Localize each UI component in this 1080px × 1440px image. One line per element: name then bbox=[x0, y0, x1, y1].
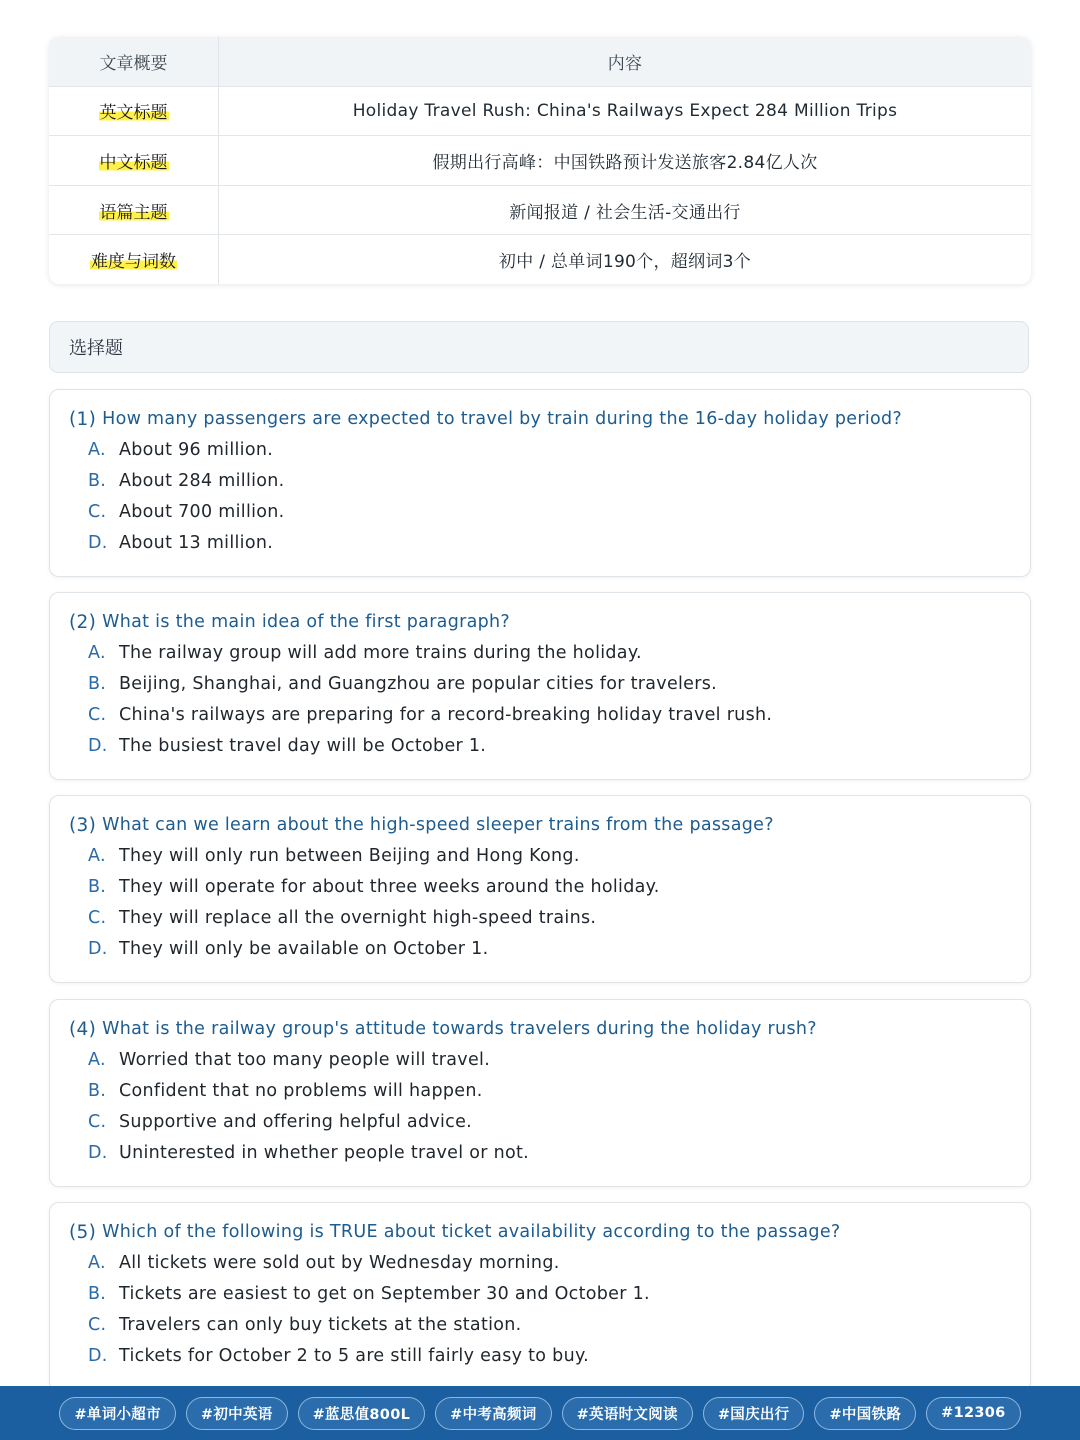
option-letter: C. bbox=[88, 1111, 107, 1132]
tag-national-day-travel[interactable]: #国庆出行 bbox=[703, 1397, 805, 1430]
question-text: What is the railway group's attitude towards travelers during the holiday rush? bbox=[102, 1019, 817, 1039]
option-text: The busiest travel day will be October 1. bbox=[119, 735, 487, 756]
question-number: (3) bbox=[69, 814, 97, 836]
question-number: (5) bbox=[69, 1221, 97, 1243]
tag-word-market[interactable]: #单词小超市 bbox=[59, 1397, 175, 1430]
summary-row-topic bbox=[49, 186, 1031, 236]
option-letter: B. bbox=[88, 876, 107, 897]
tag-current-reading[interactable]: #英语时文阅读 bbox=[562, 1397, 693, 1430]
option-letter: D. bbox=[88, 938, 108, 959]
option-letter: B. bbox=[88, 1283, 107, 1304]
option-letter: C. bbox=[88, 1314, 107, 1335]
option-letter: A. bbox=[88, 1252, 106, 1273]
option-letter: B. bbox=[88, 673, 107, 694]
question-card-2 bbox=[49, 592, 1031, 780]
option-letter: C. bbox=[88, 704, 107, 725]
question-text: How many passengers are expected to travel by train during the 16-day holiday period? bbox=[102, 409, 903, 429]
option-text: About 700 million. bbox=[119, 501, 285, 522]
question-number: (1) bbox=[69, 408, 97, 430]
option-text: About 96 million. bbox=[119, 439, 274, 460]
option-text: Confident that no problems will happen. bbox=[119, 1080, 483, 1101]
tag-lexile[interactable]: #蓝思值800L bbox=[298, 1397, 426, 1430]
option-c[interactable] bbox=[69, 699, 1011, 730]
option-text: They will operate for about three weeks around the holiday. bbox=[119, 876, 660, 897]
option-letter: C. bbox=[88, 501, 107, 522]
option-b[interactable] bbox=[69, 668, 1011, 699]
tag-exam-words[interactable]: #中考高频词 bbox=[435, 1397, 551, 1430]
summary-label: 难度与词数 bbox=[90, 247, 177, 272]
option-text: They will only run between Beijing and Hong Kong. bbox=[119, 845, 580, 866]
tag-china-railway[interactable]: #中国铁路 bbox=[814, 1397, 916, 1430]
option-text: China's railways are preparing for a record-breaking holiday travel rush. bbox=[119, 704, 773, 725]
option-text: Supportive and offering helpful advice. bbox=[119, 1111, 473, 1132]
option-letter: A. bbox=[88, 1049, 106, 1070]
option-letter: D. bbox=[88, 1142, 108, 1163]
summary-value: 假期出行高峰：中国铁路预计发送旅客2.84亿人次 bbox=[432, 152, 818, 173]
question-number: (4) bbox=[69, 1018, 97, 1040]
summary-header-row bbox=[49, 37, 1031, 87]
option-letter: D. bbox=[88, 735, 108, 756]
option-text: About 284 million. bbox=[119, 470, 285, 491]
question-text: What can we learn about the high-speed sleeper trains from the passage? bbox=[102, 815, 774, 835]
option-c[interactable] bbox=[69, 1106, 1011, 1137]
option-letter: B. bbox=[88, 1080, 107, 1101]
option-b[interactable] bbox=[69, 871, 1011, 902]
summary-label: 英文标题 bbox=[99, 98, 169, 123]
summary-row-chinese-title bbox=[49, 136, 1031, 186]
question-card-5 bbox=[49, 1202, 1031, 1392]
option-b[interactable] bbox=[69, 465, 1011, 496]
option-c[interactable] bbox=[69, 902, 1011, 933]
question-number: (2) bbox=[69, 611, 97, 633]
option-letter: D. bbox=[88, 532, 108, 553]
option-letter: A. bbox=[88, 642, 106, 663]
option-letter: A. bbox=[88, 845, 106, 866]
option-text: About 13 million. bbox=[119, 532, 274, 553]
option-c[interactable] bbox=[69, 1309, 1011, 1340]
option-text: Beijing, Shanghai, and Guangzhou are popular cities for travelers. bbox=[119, 673, 718, 694]
option-a[interactable] bbox=[69, 637, 1011, 668]
option-text: Uninterested in whether people travel or not. bbox=[119, 1142, 530, 1163]
option-b[interactable] bbox=[69, 1278, 1011, 1309]
option-d[interactable] bbox=[69, 527, 1011, 558]
option-text: Tickets for October 2 to 5 are still fairly easy to buy. bbox=[119, 1345, 589, 1366]
summary-header-right: 内容 bbox=[607, 53, 643, 74]
option-text: They will replace all the overnight high-speed trains. bbox=[119, 907, 597, 928]
option-text: Tickets are easiest to get on September 30 and October 1. bbox=[119, 1283, 650, 1304]
option-text: Worried that too many people will travel. bbox=[119, 1049, 491, 1070]
summary-header-left: 文章概要 bbox=[49, 37, 219, 86]
option-d[interactable] bbox=[69, 1340, 1011, 1371]
question-card-4 bbox=[49, 999, 1031, 1187]
question-card-1 bbox=[49, 389, 1031, 577]
tag-bar bbox=[0, 1386, 1080, 1440]
option-text: All tickets were sold out by Wednesday morning. bbox=[119, 1252, 560, 1273]
option-a[interactable] bbox=[69, 1044, 1011, 1075]
section-title: 选择题 bbox=[49, 321, 1029, 373]
option-d[interactable] bbox=[69, 1137, 1011, 1168]
option-letter: B. bbox=[88, 470, 107, 491]
option-d[interactable] bbox=[69, 730, 1011, 761]
summary-label: 中文标题 bbox=[99, 148, 169, 173]
option-d[interactable] bbox=[69, 933, 1011, 964]
option-a[interactable] bbox=[69, 434, 1011, 465]
summary-value: Holiday Travel Rush: China's Railways Expect 284 Million Trips bbox=[352, 100, 898, 121]
option-c[interactable] bbox=[69, 496, 1011, 527]
option-letter: A. bbox=[88, 439, 106, 460]
option-text: Travelers can only buy tickets at the station. bbox=[119, 1314, 522, 1335]
option-text: They will only be available on October 1. bbox=[119, 938, 489, 959]
option-text: The railway group will add more trains during the holiday. bbox=[119, 642, 642, 663]
question-text: Which of the following is TRUE about ticket availability according to the passage? bbox=[102, 1222, 841, 1242]
summary-label: 语篇主题 bbox=[99, 198, 169, 223]
question-text: What is the main idea of the first paragraph? bbox=[102, 612, 511, 632]
summary-table bbox=[49, 37, 1031, 284]
option-b[interactable] bbox=[69, 1075, 1011, 1106]
question-card-3 bbox=[49, 795, 1031, 983]
option-letter: C. bbox=[88, 907, 107, 928]
option-a[interactable] bbox=[69, 1247, 1011, 1278]
summary-row-difficulty bbox=[49, 235, 1031, 284]
tag-junior-english[interactable]: #初中英语 bbox=[186, 1397, 288, 1430]
summary-value: 新闻报道 / 社会生活-交通出行 bbox=[509, 202, 741, 223]
summary-value: 初中 / 总单词190个，超纲词3个 bbox=[498, 252, 752, 273]
summary-row-english-title bbox=[49, 87, 1031, 137]
option-a[interactable] bbox=[69, 840, 1011, 871]
option-letter: D. bbox=[88, 1345, 108, 1366]
tag-12306[interactable]: #12306 bbox=[926, 1397, 1020, 1430]
